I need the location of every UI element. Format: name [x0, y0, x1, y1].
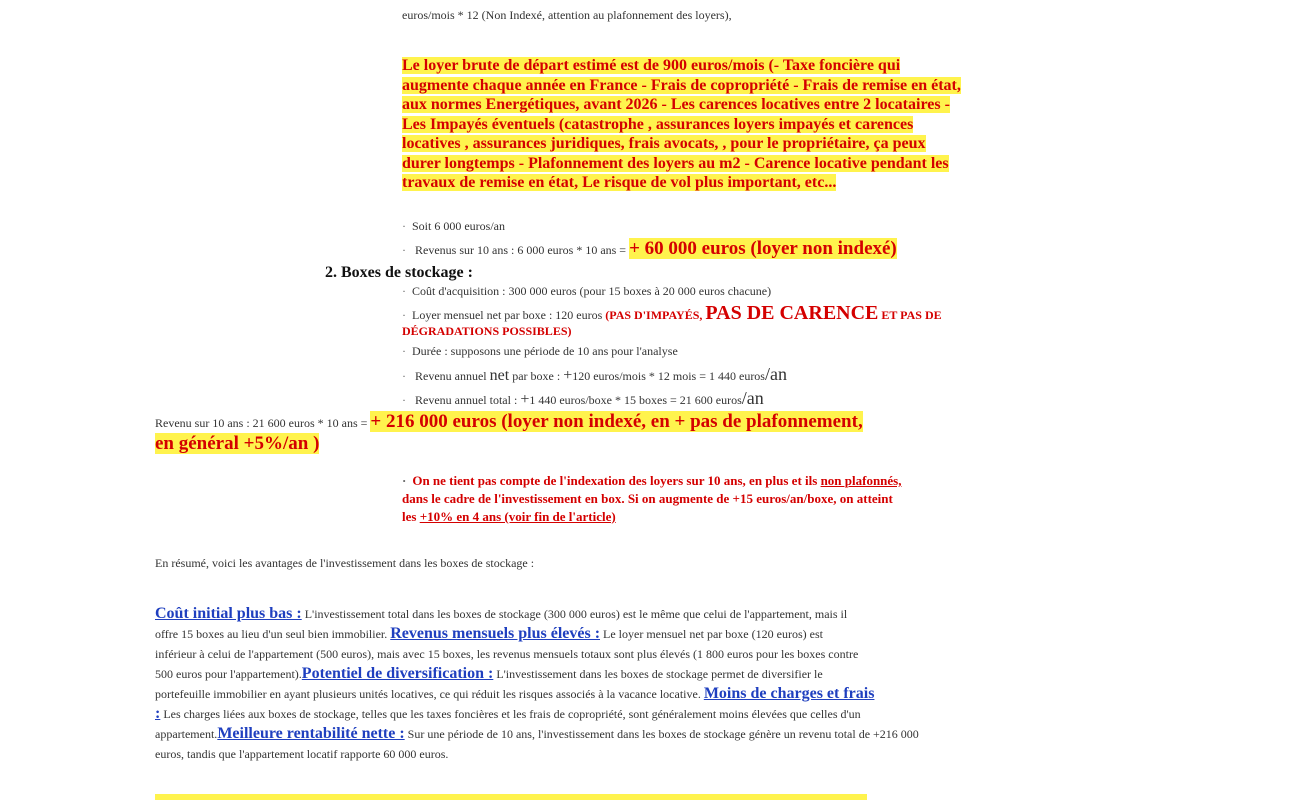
highlight-bar: [155, 794, 867, 800]
adv-meilleure-text1: Sur une période de 10 ans, l'investissement dans les boxes de stockage génère un revenu total de +216 000: [404, 727, 919, 741]
adv-potentiel-text1: L'investissement dans les boxes de stockage permet de diversifier le: [493, 667, 823, 681]
loyer-box-red3: DÉGRADATIONS POSSIBLES): [402, 324, 572, 338]
advantages-block: [155, 604, 1155, 764]
adv-meilleure-text2: euros, tandis que l'appartement locatif rapporte 60 000 euros.: [155, 747, 449, 761]
adv-meilleure-title: Meilleure rentabilité nette :: [217, 725, 405, 742]
loyer-box-line: [402, 302, 1162, 339]
adv-moins-text1: Les charges liées aux boxes de stockage, telles que les taxes foncières et les frais de copropriété, sont généralement moins élevées que celles d'un: [160, 707, 861, 721]
note-line3-a: les: [402, 509, 420, 524]
loyer-box-prefix: · Loyer mensuel net par boxe : 120 euros: [402, 308, 605, 322]
revenus-10-line: [402, 238, 897, 260]
revenu-10-box-value2: en général +5%/an ): [155, 432, 320, 454]
cout-acquisition: · Coût d'acquisition : 300 000 euros (pour 15 boxes à 20 000 euros chacune): [402, 285, 771, 299]
loyer-line-3: aux normes Energétiques, avant 2026 - Les carences locatives entre 2 locataires -: [402, 96, 950, 113]
soit-line: · Soit 6 000 euros/an: [402, 220, 505, 234]
note-line2: dans le cadre de l'investissement en box. Si on augmente de +15 euros/an/boxe, on atteint: [402, 491, 893, 506]
revenu-total-an: /an: [741, 388, 764, 408]
revenu-annuel-an: /an: [764, 364, 787, 384]
revenu-total-a: Revenu annuel total :: [415, 393, 521, 407]
adv-moins-title: Moins de charges et frais: [703, 685, 875, 702]
revenu-annuel-a: Revenu annuel: [415, 369, 490, 383]
adv-cout-title: Coût initial plus bas :: [155, 605, 302, 622]
loyer-line-6: durer longtemps - Plafonnement des loyers au m2 - Carence locative pendant les: [402, 154, 949, 172]
revenu-annuel-plus: +: [563, 367, 573, 384]
boxes-heading: 2. Boxes de stockage :: [325, 264, 473, 281]
revenu-total-plus: +: [520, 391, 530, 408]
revenus-10-value: + 60 000 euros (loyer non indexé): [629, 238, 897, 259]
revenu-10-box-prefix: Revenu sur 10 ans : 21 600 euros * 10 ans =: [155, 416, 371, 430]
loyer-line-1: Le loyer brute de départ estimé est de 900 euros/mois (- Taxe foncière qui: [402, 57, 901, 74]
adv-potentiel-text2: portefeuille immobilier en ayant plusieurs unités locatives, ce qui réduit les risques associés à la vacance locative.: [155, 687, 704, 701]
revenu-annuel-line: [402, 364, 787, 385]
revenu-10-box-block: [155, 411, 1155, 455]
loyer-box-red2: ET PAS DE: [878, 308, 942, 322]
revenus-10-prefix: Revenus sur 10 ans : 6 000 euros * 10 ans =: [415, 243, 630, 257]
adv-revenus-text1: Le loyer mensuel net par boxe (120 euros) est: [600, 627, 823, 641]
adv-revenus-text2: inférieur à celui de l'appartement (500 euros), mais avec 15 boxes, les revenus mensuels totaux sont plus élevés (1 800 euros pour les boxes contre: [155, 647, 859, 661]
duree-line: · Durée : supposons une période de 10 ans pour l'analyse: [402, 345, 678, 359]
revenu-total-line: [402, 388, 764, 409]
loyer-line-4: Les Impayés éventuels (catastrophe , assurances loyers impayés et carences: [402, 115, 914, 133]
note-line1-u: non plafonnés,: [820, 473, 902, 488]
adv-cout-text2: offre 15 boxes au lieu d'un seul bien immobilier.: [155, 627, 391, 641]
adv-revenus-text3: 500 euros pour l'appartement).: [155, 667, 302, 681]
note-block: [402, 472, 1122, 526]
adv-revenus-title: Revenus mensuels plus élevés :: [390, 625, 601, 642]
revenu-annuel-b: par boxe :: [509, 369, 564, 383]
revenu-annuel-net: net: [489, 367, 510, 384]
adv-moins-title2: :: [155, 705, 161, 722]
loyer-paragraph: [402, 56, 1142, 193]
loyer-box-red1: (PAS D'IMPAYÉS,: [605, 308, 706, 322]
loyer-line-5: locatives , assurances juridiques, frais avocats, , pour le propriétaire, ça peux: [402, 135, 926, 152]
loyer-line-7: travaux de remise en état, Le risque de vol plus important, etc...: [402, 174, 837, 191]
adv-potentiel-title: Potentiel de diversification :: [301, 665, 494, 682]
note-line3-u: +10% en 4 ans (voir fin de l'article): [419, 509, 616, 524]
revenu-10-box-value1: + 216 000 euros (loyer non indexé, en + pas de plafonnement,: [370, 411, 863, 432]
resume-line: En résumé, voici les avantages de l'investissement dans les boxes de stockage :: [155, 556, 535, 570]
note-line1-a: · On ne tient pas compte de l'indexation des loyers sur 10 ans, en plus et ils: [402, 473, 821, 488]
loyer-box-red-big: PAS DE CARENCE: [705, 302, 879, 324]
top-line: euros/mois * 12 (Non Indexé, attention au plafonnement des loyers),: [402, 8, 732, 22]
adv-cout-text1: L'investissement total dans les boxes de stockage (300 000 euros) est le même que celui de l'appartement, mais il: [301, 607, 848, 621]
revenu-total-b: 1 440 euros/boxe * 15 boxes = 21 600 euros: [529, 393, 742, 407]
revenu-annuel-c: 120 euros/mois * 12 mois = 1 440 euros: [572, 369, 765, 383]
loyer-line-2: augmente chaque année en France - Frais de copropriété - Frais de remise en état,: [402, 76, 961, 94]
adv-moins-text2: appartement.: [155, 727, 218, 741]
